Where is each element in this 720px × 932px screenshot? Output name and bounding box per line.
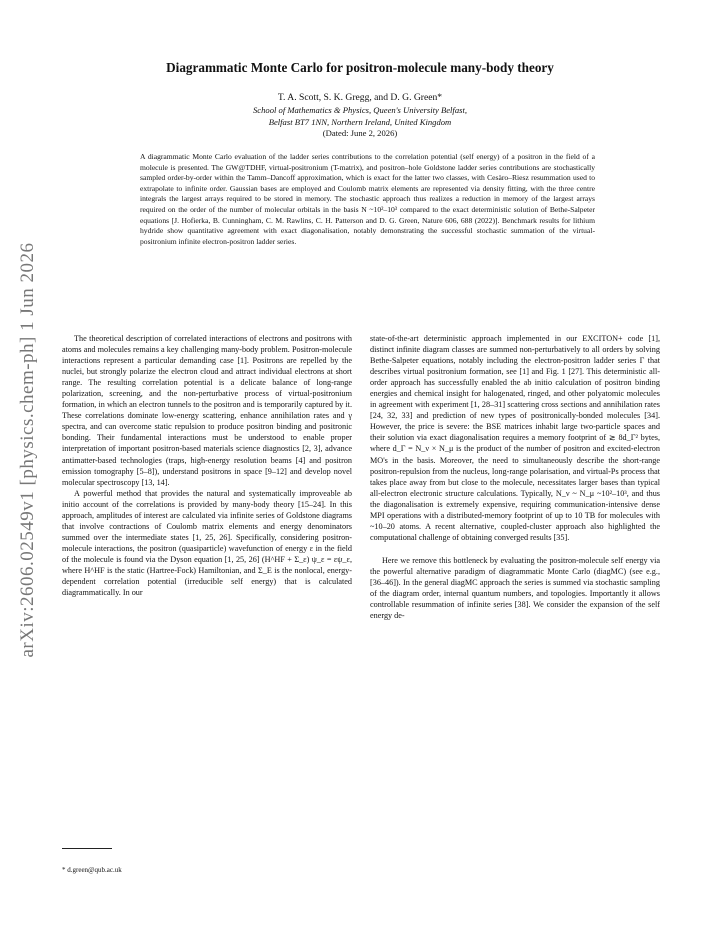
- paper-affiliation: [60, 104, 660, 128]
- affiliation-line-2: Belfast BT7 1NN, Northern Ireland, United Kingdom: [268, 117, 452, 127]
- body-paragraph: state-of-the-art deterministic approach implemented in our EXCITON+ code [1], distinct infinite diagram classes are summed non-perturbatively to all orders by solving Bethe-Salpeter equations, notably including the electron-positron ladder series Γ that describes virtual positronium formation, see [1] and Fig. 1 [27]. This deterministic all-order approach has successfully enabled the ab initio calculation of positron binding energies and chemical insight for halogenated, ringed, and other polyatomic molecules in agreement with experiment [1, 28–31] scattering cross sections and annihilation rates [24, 32, 33] and prediction of new types of positronically-bonded molecules [34]. However, the price is severe: the BSE matrices inhabit large two-particle spaces and their solution via exact diagonalisation requires a memory footprint of ≳ 8d_Γ² bytes, where d_Γ = N_ν × N_μ is the product of the number of positron and excited-electron MO's in the basis. Moreover, the need to simultaneously describe the short-range positron-repulsion from the nucleus, long-range polarisation, and virtual-Ps process that takes place away from but close to the molecule, necessitates larger bases than typical all-electron electronic structure calculations. Typically, N_ν ~ N_μ ~10²–10³, and thus the diagonalisation is extremely expensive, requiring communication-intensive dense MPI operations with a distributed-memory footprint of up to 10 TB for molecules with ~10–20 atoms. A recent alternative, coupled-cluster approach also highlighted the computational challenge of obtaining converged results [35].: [370, 334, 660, 542]
- body-column-left: [62, 333, 352, 598]
- paper-date: (Dated: June 2, 2026): [322, 128, 398, 138]
- body-paragraph: A powerful method that provides the natural and systematically improveable ab initio account of the correlations is provided by many-body theory [15–24]. In this approach, amplitudes of interest are calculated via infinite series of Goldstone diagrams that involve contractions of Coulomb matrix elements and energy denominators summed over the intermediate states [1, 25, 26]. Specifically, considering positron-molecule interactions, the positron (quasiparticle) wavefunction of energy ε in the field of the molecule is found via the Dyson equation [1, 25, 26] (H^HF + Σ_ε) ψ_ε = εψ_ε, where H^HF is the static (Hartree-Fock) Hamiltonian, and Σ_E is the nonlocal, energy-dependent correlation potential (irreducible self energy) that is calculated diagrammatically. In our: [62, 488, 352, 598]
- affiliation-line-1: School of Mathematics & Physics, Queen's University Belfast,: [252, 105, 467, 115]
- footnote-email: * d.green@qub.ac.uk: [62, 866, 122, 874]
- body-paragraph: Here we remove this bottleneck by evaluating the positron-molecule self energy via the powerful alternative paradigm of diagrammatic Monte Carlo (diagMC) (see e.g., [36–46]). In the general diagMC approach the series is summed via stochastic sampling of the diagram order, internal quantum numbers, and topologies. Importantly it allows controllable resummation of infinite series [38]. We consider the expansion of the self energy de-: [370, 555, 660, 621]
- body-column-right: [370, 333, 660, 621]
- arxiv-sidebar: [6, 190, 50, 710]
- body-paragraph: The theoretical description of correlated interactions of electrons and positrons with atoms and molecules remains a key challenging many-body problem. Positron-molecule interactions represent a particular demanding case [1]. Positrons are repelled by the nuclei, but strongly polarize the electron cloud and attract individual electrons at short range. The resulting correlation potential is a delicate balance of long-range polarization, screening, and the non-perturbative process of virtual-positronium formation, in which an electron tunnels to the positron and is temporarily captured by it. These correlations dominate low-energy scattering, enhance annihilation rates and γ spectra, and can overcome static repulsion to produce positron binding and positronic bonding. Their fundamental interactions must be understood to enable proper interpretation of important positron-based materials science diagnostics [2, 3], advance antimatter-based technologies (traps, high-energy resolution beams [4] and positron emission tomography [5–8]), understand positrons in space [9–12] and develop novel molecular spectroscopy [13, 14].: [62, 334, 352, 487]
- footnote-rule: [62, 848, 112, 849]
- paper-abstract: A diagrammatic Monte Carlo evaluation of the ladder series contributions to the correlation potential (self energy) of a positron in the field of a molecule is presented. The GW@TDHF, virtual-positronium (T-matrix), and positron–hole Goldstone ladder series contributions are stochastically sampled order-by-order within the Tamm–Dancoff approximation, which is exact for the latter two classes, with Cesàro–Riesz resummation used to extrapolate to infinite order. Gaussian bases are employed and Coulomb matrix elements are represented via density fitting, with the three centre integrals the largest arrays required to be stored in memory. The stochastic approach thus realizes a reduction in memory of the largest arrays required on the order of the number of molecular orbitals in the basis N ~10²–10³ compared to the exact deterministic solution of Bethe-Salpeter equations [J. Hofierka, B. Cunningham, C. M. Rawlins, C. H. Patterson and D. G. Green, Nature 606, 688 (2022)]. Benchmark results for lithium hydride show quantitative agreement with exact diagonalisation, notably demonstrating the successful stochastic summation of the virtual-positronium infinite electron-positron ladder series.: [140, 152, 595, 246]
- paper-title: Diagrammatic Monte Carlo for positron-molecule many-body theory: [166, 60, 554, 75]
- paper-authors: T. A. Scott, S. K. Gregg, and D. G. Green*: [277, 92, 443, 103]
- arxiv-identifier: arXiv:2606.02549v1 [physics.chem-ph] 1 Jun 2026: [17, 242, 38, 658]
